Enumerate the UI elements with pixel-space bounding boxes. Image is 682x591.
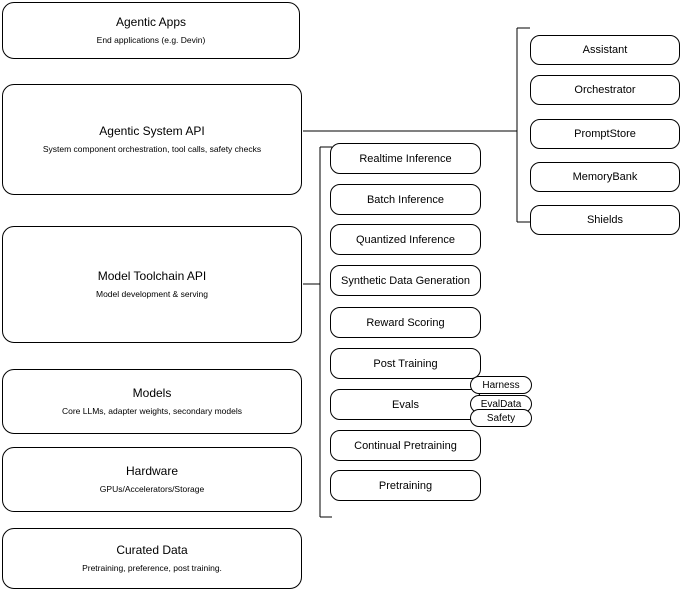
- component-label: Assistant: [582, 44, 628, 56]
- component-label: Reward Scoring: [366, 316, 445, 329]
- toolchain-component-continual-pretraining[interactable]: [330, 430, 481, 461]
- stack-layer-title: Models: [132, 386, 172, 400]
- component-label: Pretraining: [378, 479, 433, 492]
- stack-layer-model-toolchain-api[interactable]: [2, 226, 302, 343]
- component-label: Quantized Inference: [355, 233, 456, 246]
- stack-layer-agentic-system-api[interactable]: [2, 84, 302, 195]
- component-label: Realtime Inference: [359, 152, 452, 165]
- component-label: PromptStore: [574, 128, 636, 140]
- stack-layer-subtitle: Core LLMs, adapter weights, secondary models: [61, 406, 242, 416]
- component-label: Shields: [586, 214, 624, 226]
- stack-layer-title: Agentic Apps: [115, 15, 187, 29]
- stack-layer-models[interactable]: [2, 369, 302, 434]
- agentic-component-orchestrator[interactable]: [530, 75, 680, 105]
- component-label: Safety: [486, 412, 516, 424]
- toolchain-component-post-training[interactable]: [330, 348, 481, 379]
- component-label: Orchestrator: [574, 84, 636, 96]
- evals-subcomponent-safety[interactable]: [470, 409, 532, 427]
- stack-layer-subtitle: Pretraining, preference, post training.: [82, 563, 222, 573]
- toolchain-component-realtime-inference[interactable]: [330, 143, 481, 174]
- stack-layer-title: Hardware: [125, 464, 179, 478]
- agentic-component-shields[interactable]: [530, 205, 680, 235]
- toolchain-component-batch-inference[interactable]: [330, 184, 481, 215]
- stack-layer-subtitle: System component orchestration, tool calls, safety checks: [42, 144, 262, 154]
- toolchain-component-quantized-inference[interactable]: [330, 224, 481, 255]
- component-label: EvalData: [480, 398, 522, 410]
- stack-layer-title: Agentic System API: [99, 124, 205, 138]
- component-label: Batch Inference: [366, 193, 445, 206]
- stack-layer-subtitle: GPUs/Accelerators/Storage: [99, 484, 205, 494]
- agentic-component-promptstore[interactable]: [530, 119, 680, 149]
- component-label: MemoryBank: [572, 171, 638, 183]
- stack-layer-agentic-apps[interactable]: [2, 2, 300, 59]
- component-label: Post Training: [373, 357, 438, 370]
- stack-layer-subtitle: End applications (e.g. Devin): [96, 35, 206, 45]
- stack-layer-title: Model Toolchain API: [97, 269, 207, 283]
- agentic-component-memorybank[interactable]: [530, 162, 680, 192]
- component-label: Evals: [392, 398, 419, 411]
- stack-layer-subtitle: Model development & serving: [96, 289, 208, 299]
- evals-subcomponent-harness[interactable]: [470, 376, 532, 394]
- agentic-component-assistant[interactable]: [530, 35, 680, 65]
- stack-layer-hardware[interactable]: [2, 447, 302, 512]
- stack-layer-title: Curated Data: [116, 543, 188, 557]
- toolchain-component-evals[interactable]: [330, 389, 481, 420]
- toolchain-component-pretraining[interactable]: [330, 470, 481, 501]
- component-label: Harness: [482, 379, 520, 391]
- toolchain-component-reward-scoring[interactable]: [330, 307, 481, 338]
- component-label: Continual Pretraining: [354, 439, 457, 452]
- stack-layer-curated-data[interactable]: [2, 528, 302, 589]
- toolchain-component-synthetic-data-generation[interactable]: [330, 265, 481, 296]
- component-label: Synthetic Data Generation: [340, 274, 471, 287]
